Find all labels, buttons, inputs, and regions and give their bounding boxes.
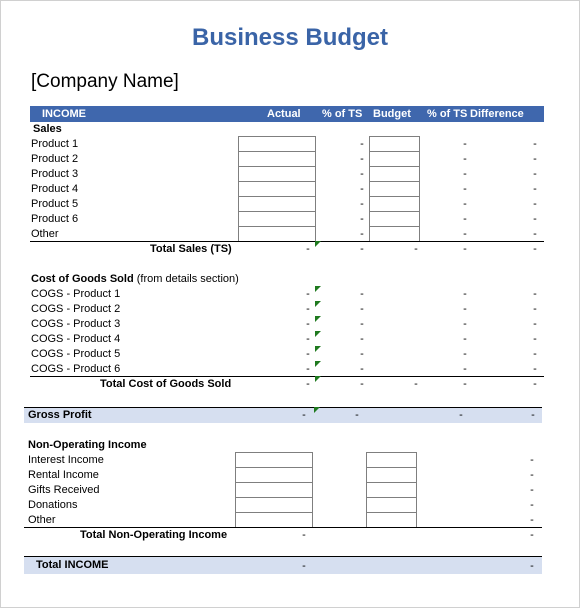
actual-input-cell[interactable] [235,497,313,513]
pct-ts-value: - [360,363,364,375]
actual-input-cell[interactable] [235,467,313,483]
company-name[interactable]: [Company Name] [31,71,179,92]
nonop-row-label: Rental Income [28,469,99,481]
pct-ts-value: - [360,348,364,360]
pct-ts-diff-value: - [463,318,467,330]
comment-marker [315,316,321,322]
nonop-row-label: Gifts Received [28,484,100,496]
total-sales-budget: - [414,243,418,255]
actual-input-cell[interactable] [235,512,313,528]
total-cogs-actual: - [306,378,310,390]
total-cogs-diff: - [533,378,537,390]
difference-value: - [533,168,537,180]
sales-row-label: Product 2 [31,153,79,165]
total-sales-actual: - [306,243,310,255]
pct-ts-diff-value: - [463,348,467,360]
difference-value: - [533,138,537,150]
budget-input-cell[interactable] [369,181,420,197]
header-budget: Budget [373,108,411,120]
pct-ts-diff-value: - [463,153,467,165]
actual-input-cell[interactable] [235,452,313,468]
total-nonop-label: Total Non-Operating Income [80,529,228,541]
cogs-row-label: COGS - Product 6 [31,363,121,375]
difference-value: - [533,318,537,330]
actual-input-cell[interactable] [238,166,316,182]
header-pct-ts-diff: % of TS [427,108,468,120]
actual-value: - [306,303,310,315]
actual-input-cell[interactable] [238,226,316,242]
difference-value: - [533,333,537,345]
total-cogs-budget: - [414,378,418,390]
difference-value: - [533,183,537,195]
budget-input-cell[interactable] [369,166,420,182]
cogs-row-label: COGS - Product 1 [31,288,121,300]
difference-value: - [533,213,537,225]
cogs-label-line [31,273,239,285]
total-sales-diff: - [533,243,537,255]
pct-ts-diff-value: - [463,198,467,210]
budget-input-cell[interactable] [369,196,420,212]
total-nonop-diff: - [530,529,534,541]
comment-marker [315,361,321,367]
sales-label: Sales [33,123,62,135]
pct-ts-value: - [360,288,364,300]
comment-marker [315,241,321,247]
difference-value: - [533,303,537,315]
actual-value: - [306,333,310,345]
total-sales-label: Total Sales (TS) [150,243,232,255]
sales-row-label: Product 5 [31,198,79,210]
pct-ts-value: - [360,303,364,315]
budget-input-cell[interactable] [366,497,417,513]
pct-ts-value: - [360,318,364,330]
sales-total-line [30,241,544,242]
sales-row-label: Product 6 [31,213,79,225]
budget-input-cell[interactable] [369,211,420,227]
pct-ts-value: - [360,333,364,345]
pct-ts-value: - [360,183,364,195]
budget-input-cell[interactable] [366,467,417,483]
actual-input-cell[interactable] [238,196,316,212]
total-sales-pct: - [360,243,364,255]
actual-input-cell[interactable] [238,181,316,197]
pct-ts-diff-value: - [463,288,467,300]
page-title: Business Budget [191,24,389,51]
pct-ts-diff-value: - [463,303,467,315]
total-cogs-pct: - [360,378,364,390]
cogs-total-line [30,376,544,377]
nonop-row-label: Other [28,514,56,526]
comment-marker [315,286,321,292]
actual-value: - [306,288,310,300]
cogs-note: (from details section) [136,273,239,285]
gross-profit-label: Gross Profit [28,409,92,421]
pct-ts-value: - [360,138,364,150]
difference-value: - [530,469,534,481]
total-income-actual: - [302,560,306,572]
gross-profit-diff: - [531,409,535,421]
total-income-diff: - [530,560,534,572]
pct-ts-diff-value: - [463,363,467,375]
nonop-total-line [24,527,542,528]
total-income-band [24,556,542,574]
total-cogs-label: Total Cost of Goods Sold [100,378,232,390]
cogs-row-label: COGS - Product 5 [31,348,121,360]
difference-value: - [533,198,537,210]
difference-value: - [533,348,537,360]
budget-input-cell[interactable] [366,512,417,528]
budget-input-cell[interactable] [366,482,417,498]
cogs-row-label: COGS - Product 2 [31,303,121,315]
difference-value: - [530,454,534,466]
cogs-row-label: COGS - Product 4 [31,333,121,345]
cogs-row-label: COGS - Product 3 [31,318,121,330]
difference-value: - [533,228,537,240]
sales-row-label: Other [31,228,59,240]
difference-value: - [533,288,537,300]
pct-ts-diff-value: - [463,138,467,150]
budget-input-cell[interactable] [369,151,420,167]
actual-value: - [306,348,310,360]
actual-value: - [306,318,310,330]
income-header-band [30,106,544,122]
actual-value: - [306,363,310,375]
nonop-row-label: Interest Income [28,454,104,466]
gross-profit-pct: - [355,409,359,421]
pct-ts-diff-value: - [463,333,467,345]
pct-ts-diff-value: - [463,213,467,225]
pct-ts-diff-value: - [463,183,467,195]
actual-input-cell[interactable] [238,136,316,152]
budget-input-cell[interactable] [366,452,417,468]
pct-ts-value: - [360,168,364,180]
total-cogs-pctdiff: - [463,378,467,390]
difference-value: - [533,153,537,165]
comment-marker [315,376,321,382]
comment-marker [315,331,321,337]
nonop-row-label: Donations [28,499,78,511]
gross-profit-band [24,407,542,423]
total-income-label: Total INCOME [36,559,109,571]
header-actual: Actual [267,108,301,120]
budget-input-cell[interactable] [369,226,420,242]
difference-value: - [533,363,537,375]
pct-ts-value: - [360,198,364,210]
non-operating-label: Non-Operating Income [28,439,147,451]
sales-row-label: Product 3 [31,168,79,180]
header-pct-ts: % of TS [322,108,363,120]
pct-ts-value: - [360,213,364,225]
pct-ts-diff-value: - [463,168,467,180]
comment-marker [315,346,321,352]
total-sales-pctdiff: - [463,243,467,255]
gross-profit-actual: - [302,409,306,421]
comment-marker [315,301,321,307]
pct-ts-value: - [360,153,364,165]
difference-value: - [530,514,534,526]
header-difference: Difference [470,108,524,120]
difference-value: - [530,499,534,511]
actual-input-cell[interactable] [235,482,313,498]
total-nonop-actual: - [302,529,306,541]
gross-profit-pctdiff: - [459,409,463,421]
budget-input-cell[interactable] [369,136,420,152]
actual-input-cell[interactable] [238,211,316,227]
cogs-label: Cost of Goods Sold [31,273,134,285]
pct-ts-diff-value: - [463,228,467,240]
difference-value: - [530,484,534,496]
comment-marker [314,407,320,413]
sales-row-label: Product 1 [31,138,79,150]
header-income: INCOME [42,108,86,120]
sales-row-label: Product 4 [31,183,79,195]
pct-ts-value: - [360,228,364,240]
actual-input-cell[interactable] [238,151,316,167]
